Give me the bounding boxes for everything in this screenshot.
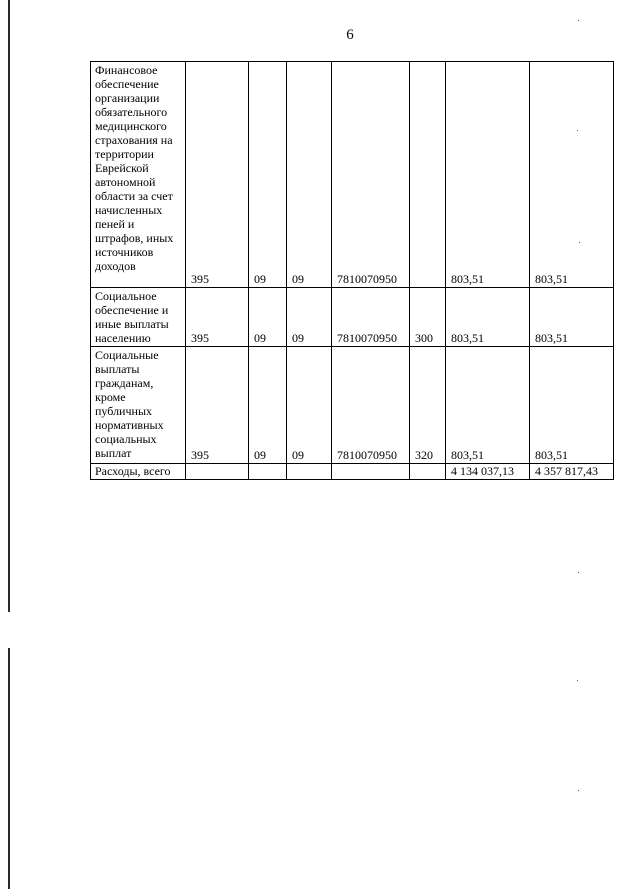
section-code: 09 bbox=[249, 62, 287, 288]
row-name: Социальные выплаты гражданам, кроме публичных нормативных социальных выплат bbox=[91, 347, 186, 464]
total-label: Расходы, всего bbox=[91, 464, 186, 480]
ministry-code: 395 bbox=[186, 288, 249, 347]
total-year2: 4 357 817,43 bbox=[530, 464, 614, 480]
amount-year1: 803,51 bbox=[446, 288, 530, 347]
table-row bbox=[91, 62, 614, 288]
total-year1: 4 134 037,13 bbox=[446, 464, 530, 480]
empty-cell bbox=[186, 464, 249, 480]
total-row bbox=[91, 464, 614, 480]
scan-speck bbox=[577, 680, 578, 681]
subsection-code: 09 bbox=[287, 288, 332, 347]
empty-cell bbox=[287, 464, 332, 480]
expense-type-code bbox=[410, 62, 446, 288]
target-article-code: 7810070950 bbox=[332, 347, 410, 464]
ministry-code: 395 bbox=[186, 62, 249, 288]
amount-year2: 803,51 bbox=[530, 62, 614, 288]
row-name: Социальное обеспечение и иные выплаты населению bbox=[91, 288, 186, 347]
scan-speck bbox=[578, 572, 579, 573]
section-code: 09 bbox=[249, 347, 287, 464]
expense-type-code: 300 bbox=[410, 288, 446, 347]
table-row bbox=[91, 347, 614, 464]
page-number: 6 bbox=[346, 27, 354, 43]
empty-cell bbox=[410, 464, 446, 480]
scan-left-edge bbox=[8, 0, 10, 889]
table-row bbox=[91, 288, 614, 347]
scan-left-edge-gap bbox=[8, 612, 10, 648]
expense-type-code: 320 bbox=[410, 347, 446, 464]
amount-year1: 803,51 bbox=[446, 62, 530, 288]
budget-table bbox=[90, 61, 614, 480]
target-article-code: 7810070950 bbox=[332, 62, 410, 288]
empty-cell bbox=[332, 464, 410, 480]
subsection-code: 09 bbox=[287, 62, 332, 288]
amount-year2: 803,51 bbox=[530, 347, 614, 464]
target-article-code: 7810070950 bbox=[332, 288, 410, 347]
scan-speck bbox=[578, 20, 579, 21]
amount-year1: 803,51 bbox=[446, 347, 530, 464]
row-name: Финансовое обеспечение организации обязательного медицинского страхования на территории Еврейской автономной области за счет начисленных пеней и штрафов, иных источников доходов bbox=[91, 62, 186, 288]
ministry-code: 395 bbox=[186, 347, 249, 464]
amount-year2: 803,51 bbox=[530, 288, 614, 347]
empty-cell bbox=[249, 464, 287, 480]
section-code: 09 bbox=[249, 288, 287, 347]
scan-speck bbox=[578, 790, 579, 791]
subsection-code: 09 bbox=[287, 347, 332, 464]
